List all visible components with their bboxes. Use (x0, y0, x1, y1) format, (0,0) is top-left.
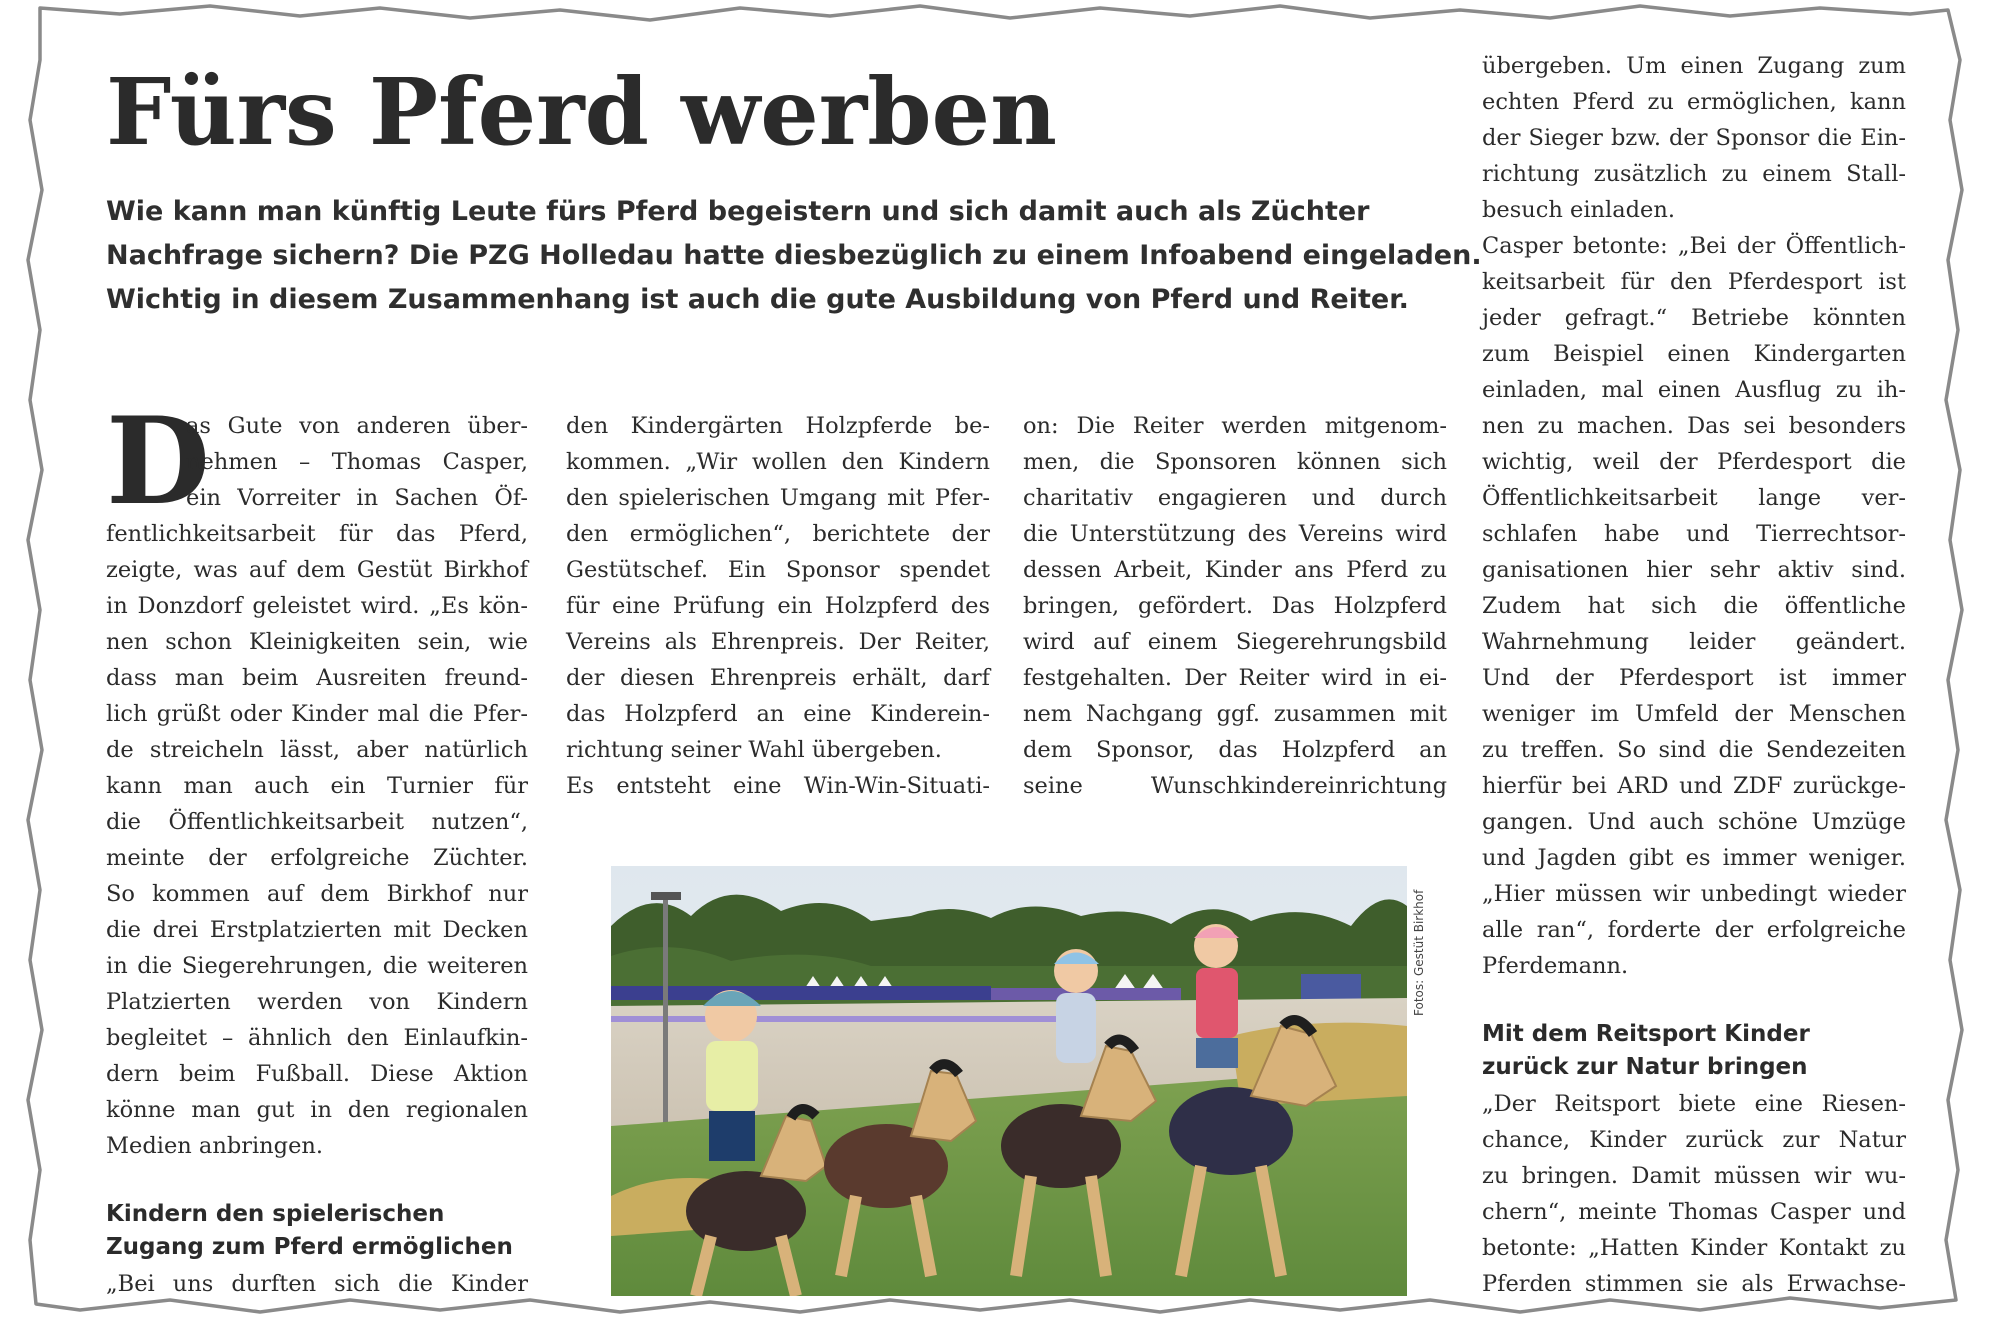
text-line: begleitet – ähnlich den Einlaufkin- (106, 1025, 528, 1051)
text-line: die Öffentlichkeitsarbeit nutzen“, (106, 809, 528, 835)
subheading-kindern (106, 1198, 513, 1264)
text-line: hierfür bei ARD und ZDF zurückge- (1482, 773, 1906, 799)
text-line: Und der Pferdesport ist immer (1482, 665, 1906, 691)
text-line: Zudem hat sich die öffentliche (1482, 593, 1906, 619)
lead-line: Nachfrage sichern? Die PZG Holledau hatte diesbezüglich zu einem Infoabend eingeladen. (106, 240, 1482, 271)
text-line: nehmen – Thomas Casper, (186, 449, 528, 475)
article-photo (611, 866, 1407, 1296)
text-line: So kommen auf dem Birkhof nur (106, 881, 528, 907)
text-line: chern“, meinte Thomas Casper und (1482, 1199, 1906, 1225)
text-line: den Kindergärten Holzpferde be- (566, 413, 990, 439)
text-line: Medien anbringen. (106, 1133, 324, 1159)
column-1-continued (106, 1266, 528, 1302)
text-line: charitativ engagieren und durch (1023, 485, 1447, 511)
text-line: Öffentlichkeitsarbeit lange ver- (1482, 485, 1906, 511)
column-4 (1482, 48, 1906, 984)
subheading-line: Mit dem Reitsport Kinder (1482, 1021, 1810, 1047)
text-line: meinte der erfolgreiche Züchter. (106, 845, 528, 871)
text-line: chance, Kinder zurück zur Natur (1482, 1127, 1906, 1153)
text-line: zeigte, was auf dem Gestüt Birkhof (106, 557, 528, 583)
text-line: wichtig, weil der Pferdesport die (1482, 449, 1906, 475)
lead-line: Wie kann man künftig Leute fürs Pferd begeistern und sich damit auch als Züchter (106, 196, 1370, 227)
text-line: und Jagden gibt es immer weniger. (1482, 845, 1906, 871)
text-line: nen schon Kleinigkeiten sein, wie (106, 629, 528, 655)
text-line: nen zu machen. Das sei besonders (1482, 413, 1906, 439)
text-line: in Donzdorf geleistet wird. „Es kön- (106, 593, 528, 619)
subheading-line: zurück zur Natur bringen (1482, 1054, 1808, 1080)
text-line: ganisationen hier sehr aktiv sind. (1482, 557, 1906, 583)
subheading-natur (1482, 1018, 1810, 1084)
text-line: echten Pferd zu ermöglichen, kann (1482, 89, 1906, 115)
text-line: einladen, mal einen Ausflug zu ih- (1482, 377, 1906, 403)
text-line: seine Wunschkindereinrichtung (1023, 773, 1447, 799)
text-line: der Sieger bzw. der Sponsor die Ein- (1482, 125, 1906, 151)
text-line: as Gute von anderen über- (186, 413, 528, 439)
column-3 (1023, 408, 1447, 804)
text-line: Casper betonte: „Bei der Öffentlich- (1482, 233, 1906, 259)
text-line: de streicheln lässt, aber natürlich (106, 737, 528, 763)
text-line: alle ran“, forderte der erfolgreiche (1482, 917, 1906, 943)
text-line: zu treffen. So sind die Sendezeiten (1482, 737, 1906, 763)
text-line: „Der Reitsport biete eine Riesen- (1482, 1091, 1906, 1117)
text-line: Vereins als Ehrenpreis. Der Reiter, (566, 629, 990, 655)
text-line: dessen Arbeit, Kinder ans Pferd zu (1023, 557, 1447, 583)
text-line: betonte: „Hatten Kinder Kontakt zu (1482, 1235, 1906, 1261)
text-line: weniger im Umfeld der Menschen (1482, 701, 1906, 727)
text-line: fentlichkeitsarbeit für das Pferd, (106, 521, 528, 547)
text-line: Gestütschef. Ein Sponsor spendet (566, 557, 990, 583)
text-line: die Unterstützung des Vereins wird (1023, 521, 1447, 547)
article-headline: Fürs Pferd werben (106, 58, 1057, 166)
text-line: übergeben. Um einen Zugang zum (1482, 53, 1906, 79)
lead-line: Wichtig in diesem Zusammenhang ist auch die gute Ausbildung von Pferd und Reiter. (106, 284, 1409, 315)
text-line: nem Nachgang ggf. zusammen mit (1023, 701, 1447, 727)
text-line: wird auf einem Siegerehrungsbild (1023, 629, 1447, 655)
text-line: zu bringen. Damit müssen wir wu- (1482, 1163, 1906, 1189)
text-line: schlafen habe und Tierrechtsor- (1482, 521, 1906, 547)
text-line: gangen. Und auch schöne Umzüge (1482, 809, 1906, 835)
subheading-line: Kindern den spielerischen (106, 1201, 445, 1227)
text-line: dern beim Fußball. Diese Aktion (106, 1061, 528, 1087)
column-4-continued (1482, 1086, 1906, 1302)
text-line: zum Beispiel einen Kindergarten (1482, 341, 1906, 367)
column-2 (566, 408, 990, 804)
subheading-line: Zugang zum Pferd ermöglichen (106, 1234, 513, 1260)
text-line: „Bei uns durften sich die Kinder (106, 1271, 528, 1297)
text-line: Pferdemann. (1482, 953, 1629, 979)
drop-cap: D (106, 391, 211, 532)
text-line: richtung seiner Wahl übergeben. (566, 737, 942, 763)
text-line: jeder gefragt.“ Betriebe könnten (1482, 305, 1906, 331)
text-line: festgehalten. Der Reiter wird in ei- (1023, 665, 1447, 691)
text-line: „Hier müssen wir unbedingt wieder (1482, 881, 1906, 907)
text-line: Pferden stimmen sie als Erwachse- (1482, 1271, 1906, 1297)
photo-children-wooden-horses (611, 866, 1407, 1296)
text-line: den ermöglichen“, berichtete der (566, 521, 990, 547)
column-1 (106, 391, 528, 1164)
text-line: lich grüßt oder Kinder mal die Pfer- (106, 701, 528, 727)
text-line: in die Siegerehrungen, die weiteren (106, 953, 528, 979)
text-line: on: Die Reiter werden mitgenom- (1023, 413, 1447, 439)
text-line: men, die Sponsoren können sich (1023, 449, 1447, 475)
article-lead (106, 190, 1482, 322)
text-line: der diesen Ehrenpreis erhält, darf (566, 665, 990, 691)
text-line: bringen, gefördert. Das Holzpferd (1023, 593, 1447, 619)
text-line: ein Vorreiter in Sachen Öf- (186, 485, 528, 511)
text-line: dass man beim Ausreiten freund- (106, 665, 528, 691)
text-line: dem Sponsor, das Holzpferd an (1023, 737, 1447, 763)
text-line: könne man gut in den regionalen (106, 1097, 528, 1123)
text-line: keitsarbeit für den Pferdesport ist (1482, 269, 1906, 295)
text-line: Es entsteht eine Win-Win-Situati- (566, 773, 990, 799)
text-line: für eine Prüfung ein Holzpferd des (566, 593, 990, 619)
text-line: Platzierten werden von Kindern (106, 989, 528, 1015)
text-line: kommen. „Wir wollen den Kindern (566, 449, 990, 475)
text-line: besuch einladen. (1482, 197, 1675, 223)
text-line: richtung zusätzlich zu einem Stall- (1482, 161, 1906, 187)
text-line: den spielerischen Umgang mit Pfer- (566, 485, 990, 511)
text-line: die drei Erstplatzierten mit Decken (106, 917, 528, 943)
text-line: kann man auch ein Turnier für (106, 773, 528, 799)
photo-credit: Fotos: Gestüt Birkhof (1412, 889, 1426, 1016)
text-line: das Holzpferd an eine Kinderein- (566, 701, 990, 727)
text-line: Wahrnehmung leider geändert. (1482, 629, 1906, 655)
